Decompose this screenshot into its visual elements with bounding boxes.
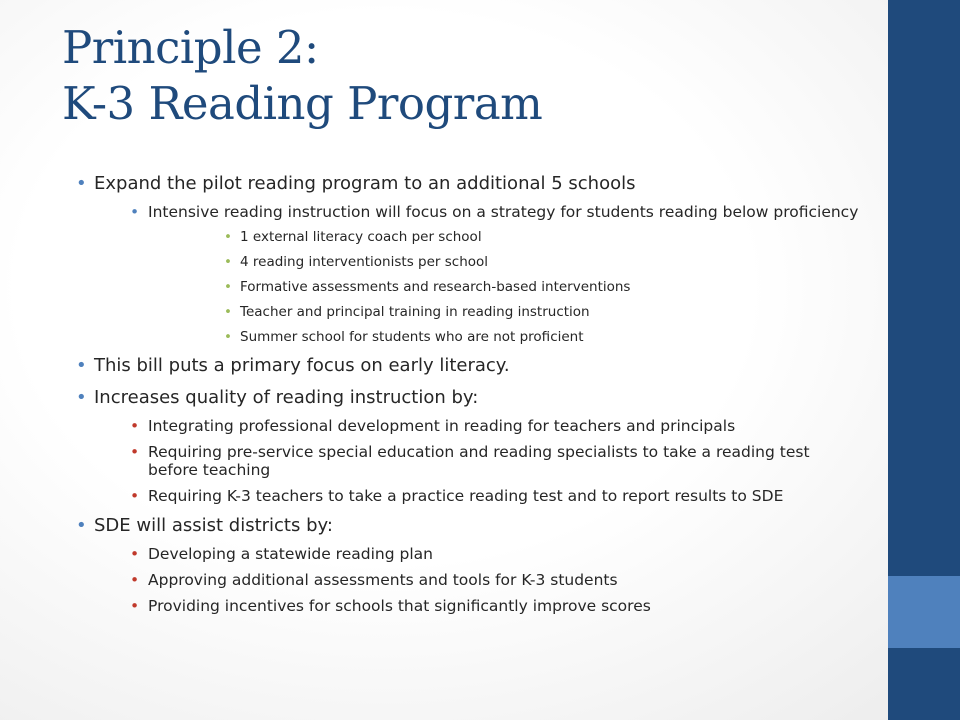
title-line-2: K-3 Reading Program: [62, 77, 543, 130]
list-item: • Formative assessments and research-based interventions: [148, 279, 862, 295]
list-item: • 1 external literacy coach per school: [148, 229, 862, 245]
list-item: • Teacher and principal training in reading instruction: [148, 304, 862, 320]
title-line-1: Principle 2:: [62, 21, 319, 74]
bullet-increases-quality: [72, 387, 862, 505]
list-item: • Summer school for students who are not proficient: [148, 329, 862, 345]
bullet-text: SDE will assist districts by:: [94, 515, 333, 536]
bullet-expand-pilot: [72, 173, 862, 345]
sub-list: [94, 417, 862, 505]
bullet-text: Increases quality of reading instruction by:: [94, 387, 479, 408]
slide-title: [62, 20, 862, 132]
list-item: • Approving additional assessments and tools for K-3 students: [94, 571, 862, 589]
sub-list: [94, 545, 862, 615]
sub-bullet-intensive: [94, 203, 862, 345]
bullet-sde-assist: [72, 515, 862, 615]
sub-list: [94, 203, 862, 345]
sub-bullet-text: Intensive reading instruction will focus on a strategy for students reading below proficiency: [148, 203, 859, 221]
bullet-list: [72, 173, 862, 615]
sub-sub-list: [148, 229, 862, 345]
slide-body: [72, 173, 862, 625]
list-item: • Integrating professional development in reading for teachers and principals: [94, 417, 862, 435]
bullet-early-literacy: • This bill puts a primary focus on early literacy.: [72, 355, 862, 377]
list-item: • Requiring pre-service special education and reading specialists to take a reading test before teaching: [94, 443, 862, 479]
list-item: • Requiring K-3 teachers to take a practice reading test and to report results to SDE: [94, 487, 862, 505]
bullet-text: Expand the pilot reading program to an additional 5 schools: [94, 173, 636, 194]
sidebar-accent-block: [888, 576, 960, 648]
list-item: • 4 reading interventionists per school: [148, 254, 862, 270]
list-item: • Developing a statewide reading plan: [94, 545, 862, 563]
list-item: • Providing incentives for schools that significantly improve scores: [94, 597, 862, 615]
